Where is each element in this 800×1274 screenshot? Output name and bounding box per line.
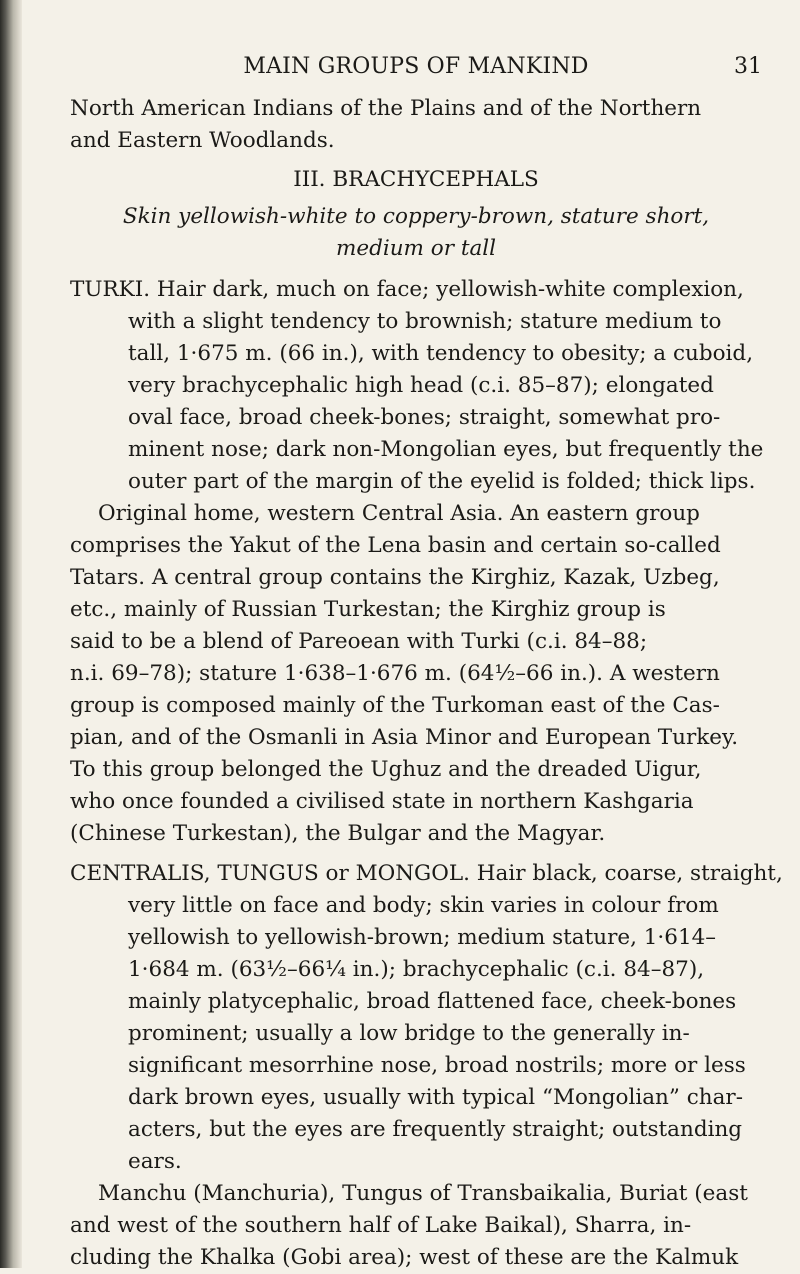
section-subheading: Skin yellowish-white to coppery-brown, stature short,	[122, 204, 710, 229]
section-subheading: medium or tall	[335, 236, 497, 261]
running-title: MAIN GROUPS OF MANKIND	[243, 54, 589, 79]
entry-turki-heading-line: TURKI. Hair dark, much on face; yellowish-white complexion,	[70, 277, 744, 302]
text-line: tall, 1·675 m. (66 in.), with tendency to obesity; a cuboid,	[128, 341, 754, 366]
text-line: yellowish to yellowish-brown; medium stature, 1·614–	[128, 925, 717, 950]
text-line: dark brown eyes, usually with typical “Mongolian” char-	[128, 1085, 743, 1110]
text-line: minent nose; dark non-Mongolian eyes, but frequently the	[128, 437, 764, 462]
text-line: Original home, western Central Asia. An eastern group	[98, 501, 700, 526]
text-line: with a slight tendency to brownish; stature medium to	[128, 309, 722, 334]
text-line: and Eastern Woodlands.	[70, 128, 335, 153]
text-line: North American Indians of the Plains and of the Northern	[70, 96, 702, 121]
text-line: significant mesorrhine nose, broad nostrils; more or less	[128, 1053, 746, 1078]
text-line: prominent; usually a low bridge to the generally in-	[128, 1021, 690, 1046]
text-line: n.i. 69–78); stature 1·638–1·676 m. (64½–66 in.). A western	[70, 661, 720, 686]
text-line: Tatars. A central group contains the Kirghiz, Kazak, Uzbeg,	[70, 565, 720, 590]
text-line: comprises the Yakut of the Lena basin and certain so-called	[70, 533, 721, 558]
text-line: very brachycephalic high head (c.i. 85–87); elongated	[128, 373, 714, 398]
text-line: group is composed mainly of the Turkoman east of the Cas-	[70, 693, 720, 718]
text-line: Manchu (Manchuria), Tungus of Transbaikalia, Buriat (east	[98, 1181, 748, 1206]
text-line: who once founded a civilised state in northern Kashgaria	[70, 789, 694, 814]
text-line: acters, but the eyes are frequently straight; outstanding	[128, 1117, 743, 1142]
entry-centralis-heading-line: CENTRALIS, TUNGUS or MONGOL. Hair black, coarse, straight,	[70, 861, 783, 886]
text-line: outer part of the margin of the eyelid is folded; thick lips.	[128, 469, 756, 494]
text-line: oval face, broad cheek-bones; straight, somewhat pro-	[128, 405, 721, 430]
text-line: pian, and of the Osmanli in Asia Minor and European Turkey.	[70, 725, 739, 750]
text-line: said to be a blend of Pareoean with Turki (c.i. 84–88;	[70, 629, 648, 654]
page-number: 31	[734, 54, 762, 79]
text-line: (Chinese Turkestan), the Bulgar and the Magyar.	[70, 821, 606, 846]
text-line: cluding the Khalka (Gobi area); west of these are the Kalmuk	[70, 1245, 739, 1270]
book-gutter-shadow	[0, 0, 22, 1268]
text-line: very little on face and body; skin varies in colour from	[128, 893, 719, 918]
text-line: etc., mainly of Russian Turkestan; the Kirghiz group is	[70, 597, 666, 622]
running-header	[70, 54, 762, 84]
text-line: 1·684 m. (63½–66¼ in.); brachycephalic (c.i. 84–87),	[128, 957, 705, 982]
text-line: mainly platycephalic, broad flattened face, cheek-bones	[128, 989, 737, 1014]
section-heading: III. BRACHYCEPHALS	[293, 167, 539, 192]
text-line: ears.	[128, 1149, 182, 1174]
text-line: To this group belonged the Ughuz and the dreaded Uigur,	[70, 757, 702, 782]
text-line: and west of the southern half of Lake Baikal), Sharra, in-	[70, 1213, 692, 1238]
